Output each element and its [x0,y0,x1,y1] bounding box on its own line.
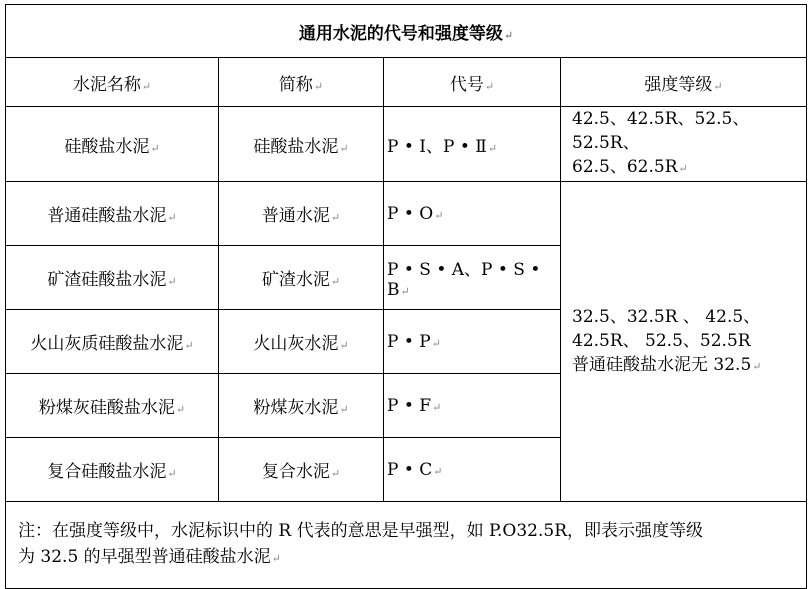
cement-short-cell: 复合水泥↵ [219,438,384,502]
cement-short-cell: 火山灰水泥↵ [219,310,384,374]
header-cell-short: 简称↵ [219,58,384,107]
cement-short-cell: 粉煤灰水泥↵ [219,374,384,438]
table-note: 注：在强度等级中，水泥标识中的 R 代表的意思是早强型，如 P.O32.5R，即表示强度等级 为 32.5 的早强型普通硅酸盐水泥↵ [6,502,807,589]
cement-code-cell: P • C↵ [384,438,561,502]
cement-short-cell: 普通水泥↵ [219,182,384,246]
cement-code-cell: P • S • A、P • S • B↵ [384,246,561,310]
table-row [6,182,807,246]
cement-name-cell: 火山灰质硅酸盐水泥↵ [6,310,219,374]
table-row [6,107,807,182]
header-cell-name: 水泥名称↵ [6,58,219,107]
cement-name-cell: 矿渣硅酸盐水泥↵ [6,246,219,310]
header-cell-code: 代号↵ [384,58,561,107]
cement-table [5,4,807,589]
cement-code-cell: P • F↵ [384,374,561,438]
cement-short-cell: 矿渣水泥↵ [219,246,384,310]
header-row [6,58,807,107]
cement-name-cell: 普通硅酸盐水泥↵ [6,182,219,246]
cement-name-cell: 粉煤灰硅酸盐水泥↵ [6,374,219,438]
cement-short-cell: 硅酸盐水泥↵ [219,107,384,182]
cement-code-cell: P • Ⅰ、P • Ⅱ↵ [384,107,561,182]
title-row [6,5,807,58]
cement-code-cell: P • O↵ [384,182,561,246]
header-cell-grade: 强度等级↵ [561,58,807,107]
cement-code-cell: P • P↵ [384,310,561,374]
cement-name-cell: 硅酸盐水泥↵ [6,107,219,182]
table-title: 通用水泥的代号和强度等级↵ [6,5,807,58]
grade-cell-rest: 32.5、32.5R 、 42.5、 42.5R、 52.5、52.5R 普通硅酸盐水泥无 32.5↵ [561,182,807,502]
note-row [6,502,807,589]
cement-name-cell: 复合硅酸盐水泥↵ [6,438,219,502]
grade-cell-first: 42.5、42.5R、52.5、52.5R、 62.5、62.5R↵ [561,107,807,182]
